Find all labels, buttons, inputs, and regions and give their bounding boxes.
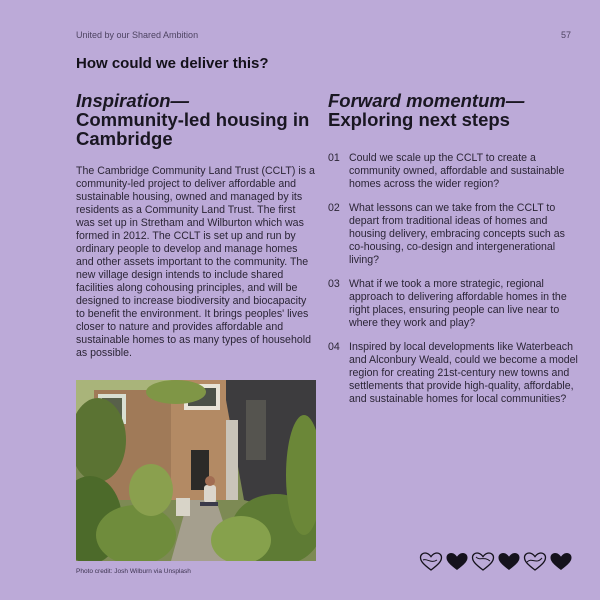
question-number: 01 <box>328 152 340 164</box>
inspiration-kicker: Inspiration— <box>76 90 190 111</box>
question-number: 02 <box>328 202 340 214</box>
question-item <box>328 341 578 406</box>
inspiration-body: The Cambridge Community Land Trust (CCLT) is a community-led project to deliver affordable and sustainable housing, owned and managed by its residents as a Community Land Trust. The first was set up in Stretham and Wilburton which was formed in 2012. The CCLT is set up and run by ordinary people to develop and manage homes and other assets important to the community. The new village design intends to include shared facilities along cohousing principles, and will be designed to increase biodiversity and biocapacity to benefit the environment. It brings peoples' lives closer to nature and provides affordable and sustainable homes to as many types of household as possible. <box>76 165 315 359</box>
question-item <box>328 278 578 330</box>
heart-outline-icon <box>419 552 443 572</box>
question-number: 03 <box>328 278 340 290</box>
courtyard-illustration <box>76 380 316 561</box>
heart-filled-icon <box>549 552 573 572</box>
question-number: 04 <box>328 341 340 353</box>
next-steps-kicker: Forward momentum— <box>328 90 525 111</box>
next-steps-column <box>328 91 578 417</box>
question-item <box>328 152 578 191</box>
page-number: 57 <box>560 30 571 40</box>
question-text: What lessons can we take from the CCLT to depart from traditional ideas of homes and housing delivery, embracing concepts such as co-housing, co-design and intergenerational living? <box>349 202 565 266</box>
courtyard-photo <box>76 380 316 561</box>
heart-outline-icon <box>471 552 495 572</box>
next-steps-heading <box>328 91 578 129</box>
question-list <box>328 152 578 406</box>
heart-filled-icon <box>445 552 469 572</box>
question-item <box>328 202 578 267</box>
heart-outline-icon <box>523 552 547 572</box>
inspiration-heading <box>76 91 316 148</box>
section-title: How could we deliver this? <box>76 55 269 72</box>
question-text: Could we scale up the CCLT to create a community owned, affordable and sustainable homes across the wider region? <box>349 152 565 190</box>
inspiration-column <box>76 91 316 360</box>
heart-row <box>419 552 573 572</box>
question-text: What if we took a more strategic, regional approach to delivering affordable homes in the right places, ensuring people can live near to where they work and play? <box>349 278 567 329</box>
inspiration-title: Community-led housing in Cambridge <box>76 109 310 149</box>
next-steps-title: Exploring next steps <box>328 109 510 130</box>
photo-credit: Photo credit: Josh Wilburn via Unsplash <box>76 568 191 575</box>
heart-filled-icon <box>497 552 521 572</box>
running-head: United by our Shared Ambition <box>76 30 199 40</box>
question-text: Inspired by local developments like Waterbeach and Alconbury Weald, could we become a model region for creating 21st-century new towns and settlements that provide high-quality, affordable, and sustainable homes for local communities? <box>349 341 578 405</box>
